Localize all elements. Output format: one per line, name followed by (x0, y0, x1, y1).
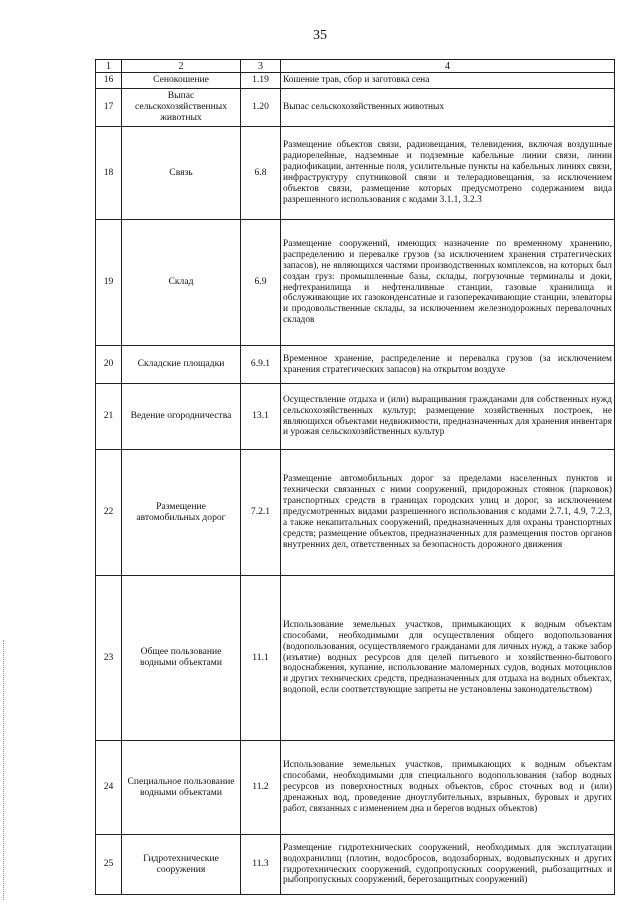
land-use-name: Специальное пользование водными объектами (122, 741, 241, 835)
land-use-code: 11.2 (241, 741, 281, 835)
row-number: 17 (96, 89, 122, 127)
header-cell-2: 2 (122, 60, 241, 73)
land-use-code: 6.8 (241, 127, 281, 220)
page-number: 35 (313, 28, 327, 43)
land-use-code: 1.19 (241, 73, 281, 89)
table-row (96, 576, 615, 741)
land-use-code: 13.1 (241, 384, 281, 450)
header-cell-1: 1 (96, 60, 122, 73)
land-use-code: 7.2.1 (241, 450, 281, 576)
table-row (96, 741, 615, 835)
land-use-name: Сенокошение (122, 73, 241, 89)
land-use-code: 11.3 (241, 835, 281, 895)
table-row (96, 89, 615, 127)
land-use-name: Выпас сельскохозяйственных животных (122, 89, 241, 127)
land-use-code: 6.9.1 (241, 346, 281, 384)
header-cell-4: 4 (281, 60, 615, 73)
row-number: 19 (96, 220, 122, 346)
table-row (96, 450, 615, 576)
land-use-description: Выпас сельскохозяйственных животных (281, 89, 615, 127)
land-use-description: Размещение гидротехнических сооружений, необходимых для эксплуатации водохранилищ (плотин, водосбросов, водозаборных, водовыпускных и других гидротехнических сооружений, судопропускных сооружений, рыбозащитных и рыбопропускных сооружений, берегозащитных сооружений) (281, 835, 615, 895)
table-row (96, 220, 615, 346)
land-use-name: Гидротехнические сооружения (122, 835, 241, 895)
row-number: 25 (96, 835, 122, 895)
table-row (96, 73, 615, 89)
row-number: 22 (96, 450, 122, 576)
table-row (96, 835, 615, 895)
land-use-name: Связь (122, 127, 241, 220)
land-use-code: 1.20 (241, 89, 281, 127)
row-number: 18 (96, 127, 122, 220)
land-use-description: Размещение объектов связи, радиовещания, телевидения, включая воздушные радиорелейные, надземные и подземные кабельные линии связи, линии радиофикации, антенные поля, усилительные пункты на кабельных линиях связи, инфраструктуру спутниковой связи и телерадиовещания, за исключением объектов связи, размещение которых предусмотрено содержанием вида разрешенного использования с кодами 3.1.1, 3.2.3 (281, 127, 615, 220)
land-use-description: Использование земельных участков, примыкающих к водным объектам способами, необходимыми для специального водопользования (забор водных ресурсов из поверхностных водных объектов, сброс сточных вод и (или) дренажных вод, проведение дноуглубительных, взрывных, буровых и других работ, связанных с изменением дна и берегов водных объектов) (281, 741, 615, 835)
header-row (96, 60, 615, 73)
land-use-name: Склад (122, 220, 241, 346)
land-use-description: Осуществление отдыха и (или) выращивания гражданами для собственных нужд сельскохозяйственных культур; размещение хозяйственных построек, не являющихся объектами недвижимости, предназначенных для хранения инвентаря и урожая сельскохозяйственных культур (281, 384, 615, 450)
table-row (96, 384, 615, 450)
land-use-description: Размещение сооружений, имеющих назначение по временному хранению, распределению и перевалке грузов (за исключением хранения стратегических запасов), не являющихся частями производственных комплексов, на которых был создан груз: промышленные базы, склады, погрузочные терминалы и доки, нефтехранилища и нефтеналивные станции, газовые хранилища и обслуживающие их газоконденсатные и газоперекачивающие станции, элеваторы и продовольственные склады, за исключением железнодорожных перевалочных складов (281, 220, 615, 346)
binding-margin-marks (3, 640, 6, 900)
row-number: 21 (96, 384, 122, 450)
table-row (96, 127, 615, 220)
land-use-name: Ведение огородничества (122, 384, 241, 450)
header-cell-3: 3 (241, 60, 281, 73)
land-use-code: 11.1 (241, 576, 281, 741)
land-use-code: 6.9 (241, 220, 281, 346)
land-use-table (95, 59, 615, 895)
row-number: 24 (96, 741, 122, 835)
land-use-name: Размещение автомобильных дорог (122, 450, 241, 576)
land-use-name: Общее пользование водными объектами (122, 576, 241, 741)
land-use-name: Складские площадки (122, 346, 241, 384)
table-row (96, 346, 615, 384)
row-number: 16 (96, 73, 122, 89)
land-use-description: Временное хранение, распределение и перевалка грузов (за исключением хранения стратегических запасов) на открытом воздухе (281, 346, 615, 384)
land-use-description: Использование земельных участков, примыкающих к водным объектам способами, необходимыми для осуществления общего водопользования (водопользования, осуществляемого гражданами для личных нужд, а также забор (изъятие) водных ресурсов для целей питьевого и хозяйственно-бытового водоснабжения, купание, использование маломерных судов, водных мотоциклов и других технических средств, предназначенных для отдыха на водных объектах, водопой, если соответствующие запреты не установлены законодательством) (281, 576, 615, 741)
land-use-description: Размещение автомобильных дорог за пределами населенных пунктов и технически связанных с ними сооружений, придорожных стоянок (парковок) транспортных средств в границах городских улиц и дорог, за исключением предусмотренных видами разрешенного использования с кодами 2.7.1, 4.9, 7.2.3, а также некапитальных сооружений, предназначенных для охраны транспортных средств; размещение объектов, предназначенных для размещения постов органов внутренних дел, ответственных за безопасность дорожного движения (281, 450, 615, 576)
land-use-description: Кошение трав, сбор и заготовка сена (281, 73, 615, 89)
row-number: 20 (96, 346, 122, 384)
row-number: 23 (96, 576, 122, 741)
